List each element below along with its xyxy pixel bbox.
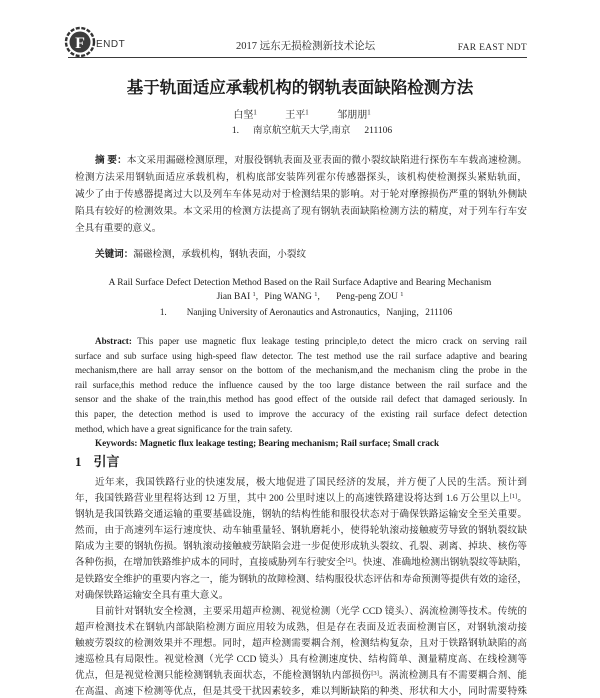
section-number: 1: [75, 454, 82, 469]
label: 摘 要：: [95, 155, 127, 166]
author-name: Peng-peng ZOU: [336, 292, 398, 302]
author: [233, 110, 256, 121]
text-segment: rail surface,this method reduce the influence caused by the too large distance between the rail surface and the: [75, 379, 527, 390]
text-segment: 。涡流检测具有不需要耦合剂、能: [378, 670, 527, 682]
text-segment: 漏磁检测，承载机构，钢轨表面，小裂纹: [133, 249, 307, 260]
affiliation-number: 1.: [159, 307, 167, 317]
text-line: [75, 652, 527, 668]
citation-marker: [1]: [509, 492, 518, 500]
section-heading: [75, 453, 120, 471]
citation-marker: [2]: [345, 557, 354, 565]
text-line: [75, 475, 527, 491]
text-line: [75, 422, 527, 437]
text-segment: 近年来，我国铁路行业的快速发展，极大地促进了国民经济的发展，并方便了人民的生活。预计到: [95, 477, 527, 488]
text-segment: 全具有重要的意义。: [75, 223, 162, 234]
text-segment: 目前针对钢轨安全检测，主要采用超声检测、视觉检测（光学 CCD 镜头）、涡流检测等技术。传统的: [95, 605, 527, 617]
text-segment: 减少了由于传感器提离过大以及列车车体晃动对于检测结果的影响。对于轮对摩擦损伤严重的钢轨外侧缺: [75, 189, 527, 200]
text-line: [75, 392, 527, 407]
author: [285, 110, 308, 121]
text-line: [75, 507, 527, 523]
text-segment: method, which have a great significance for the train safety.: [75, 423, 293, 434]
author-name: 邹朋朋: [337, 110, 368, 121]
text-line: [75, 334, 527, 349]
label: Keywords:: [95, 438, 138, 448]
header-rule: [68, 57, 527, 58]
text-segment: 。: [517, 493, 527, 505]
text-line: [75, 152, 527, 169]
conference-name: 2017 远东无损检测新技术论坛: [236, 41, 376, 52]
text-line: [75, 378, 527, 393]
text-line: [75, 620, 527, 636]
text-segment: 对确保铁路运输安全具有重大意义。: [75, 589, 229, 601]
text-line: [75, 572, 527, 588]
text-segment: This paper use magnetic flux leakage testing principle,to detect the micro crack on serving rail: [131, 336, 527, 346]
author-affiliation-mark: 1: [305, 109, 309, 117]
label: Magnetic flux leakage testing; Bearing mechanism; Rail surface; Small crack: [137, 438, 439, 448]
author-name: Ping WANG: [264, 292, 312, 302]
text-segment: 年，我国铁路营业里程将达到 12 万里，其中 200 公里时速以上的高速铁路建设将达到 1.6 万公里以上: [75, 493, 510, 505]
affiliation: [24, 124, 600, 139]
paragraph: [75, 604, 527, 698]
text-line: [75, 363, 527, 378]
text-segment: 检测方法采用钢轨面适应承载机构，机构底部安装阵列霍尔传感器探头，该机构使检测探头紧贴轨面，: [75, 172, 527, 183]
text-line: [75, 186, 527, 203]
text-line: [75, 604, 527, 620]
text-line: [75, 169, 527, 186]
keywords-english: [75, 436, 527, 451]
text-segment: 各种伤损，在增加铁路维护成本的同时，直接威胁列车行驶安全: [75, 557, 346, 569]
text-line: [75, 523, 527, 539]
text-line: [75, 555, 527, 571]
text-line: [75, 636, 527, 652]
text-segment: 优点，但是视觉检测只能检测钢轨表面状态，不能检测钢轨内部损伤: [75, 670, 372, 682]
paragraph: [75, 475, 527, 604]
text-segment: sensor and the shake of the train,this method has good effect of the outside rail defect that damaged seriously. In: [75, 394, 527, 405]
affiliation-number: 1.: [231, 126, 239, 136]
paper-title: 基于轨面适应承载机构的钢轨表面缺陷检测方法: [126, 78, 474, 97]
author: [337, 110, 370, 121]
abstract-english: [75, 334, 527, 436]
author-affiliation-mark: 1: [253, 109, 257, 117]
author-affiliation-mark: 1: [252, 290, 256, 298]
author-affiliation-mark: 1: [367, 109, 371, 117]
body-text: [75, 475, 527, 698]
text-segment: 在高温、高速下检测等优点，但是其受干扰因素较多，难以判断缺陷的种类、形状和大小，同时需要特殊: [75, 686, 527, 698]
label: 关键词：: [95, 249, 134, 260]
affiliation-english: [12, 305, 600, 319]
text-segment: 然而，由于高速列车运行速度快、动车轴重量轻、钢轨磨耗小，使得轮轨滚动接触疲劳导致的钢轨裂纹缺: [75, 525, 527, 537]
text-segment: 陷成为主要的钢轨伤损。钢轨滚动接触疲劳缺陷会进一步促使形成轨头裂纹、孔裂、剥离、掉块、核伤等: [75, 541, 527, 553]
author-affiliation-mark: 1: [314, 290, 318, 298]
text-segment: surface and sub surface using high-speed flaw detector. The test method use the rail surface adaptive and bearing: [75, 350, 527, 361]
author-separator: ,: [317, 292, 320, 302]
abstract-chinese: [75, 152, 527, 237]
text-line: [75, 539, 527, 555]
text-segment: 。快速、准确地检测出钢轨裂纹等缺陷，: [353, 557, 527, 569]
text-line: [75, 436, 527, 451]
author: [264, 292, 319, 302]
author: [336, 292, 403, 302]
text-segment: mechanism,there are hall array sensor on the bottom of the mechanism,and the mechanism cling the probe in the: [75, 365, 527, 376]
text-segment: 触疲劳裂纹的检测效果并不理想。同时，超声检测需要耦合剂，检测结构复杂，且对于铁路钢轨缺陷的高: [75, 637, 527, 649]
text-segment: 超声检测技术在钢轨内部缺陷检测方面应用较为成熟，但是存在表面及近表面检测盲区，对钢轨滚动接: [75, 621, 527, 633]
text-line: [75, 349, 527, 364]
text-segment: 陷具有较好的检测效果。本文采用的检测方法提高了现有钢轨表面缺陷检测方法的精度，对于列车行车安: [75, 206, 527, 217]
text-line: [75, 588, 527, 604]
paper-title-english: A Rail Surface Defect Detection Method Based on the Rail Surface Adaptive and Bearing Mechanism: [108, 278, 492, 288]
affiliation-name: 南京航空航天大学,南京: [252, 126, 351, 136]
text-segment: 速巡检具有局限性。视觉检测（光学 CCD 镜头）具有检测速度快、结构简单、测量精度高、在线检测等: [75, 654, 527, 666]
keywords-chinese: [75, 246, 527, 263]
text-line: [75, 203, 527, 220]
author-name: 白坚: [233, 110, 254, 121]
author: [217, 292, 258, 302]
logo-mark: F: [75, 35, 85, 52]
text-line: [75, 491, 527, 507]
text-segment: 钢轨是我国铁路交通运输的重要基础设施，钢轨的结构性能和服役状态对于确保铁路运输安全至关重要。: [75, 509, 527, 521]
text-segment: 本文采用漏磁检测原理，对服役钢轨表面及亚表面的微小裂纹缺陷进行探伤车车载高速检测。: [126, 155, 527, 166]
author-list-english: [20, 290, 600, 304]
author-separator: ,: [255, 292, 259, 302]
text-segment: this paper, the detection method is used to improve the accuracy of the existing rail surface defect detection: [75, 408, 527, 419]
fendt-logo: [62, 25, 134, 59]
author-list: [4, 108, 600, 124]
text-line: [75, 246, 527, 263]
label: Abstract:: [95, 336, 132, 346]
postal-code: 211106: [364, 126, 393, 136]
citation-marker: [3]: [371, 669, 379, 677]
organization-name: FAR EAST NDT: [457, 43, 527, 53]
author-affiliation-mark: 1: [400, 290, 404, 298]
text-line: [75, 220, 527, 237]
logo-text: ENDT: [96, 39, 126, 50]
text-segment: 是铁路安全维护的重要内容之一，能为钢轨的故障检测、结构服役状态评估和寿命预测等提供有效的途径，: [75, 573, 527, 585]
text-line: [75, 668, 527, 684]
affiliation-name: Nanjing University of Aeronautics and Astronautics，Nanjing，211106: [186, 307, 453, 317]
section-title: 引言: [93, 454, 120, 469]
author-name: Jian BAI: [216, 292, 251, 302]
author-name: 王平: [285, 110, 306, 121]
text-line: [75, 684, 527, 698]
text-line: [75, 407, 527, 422]
